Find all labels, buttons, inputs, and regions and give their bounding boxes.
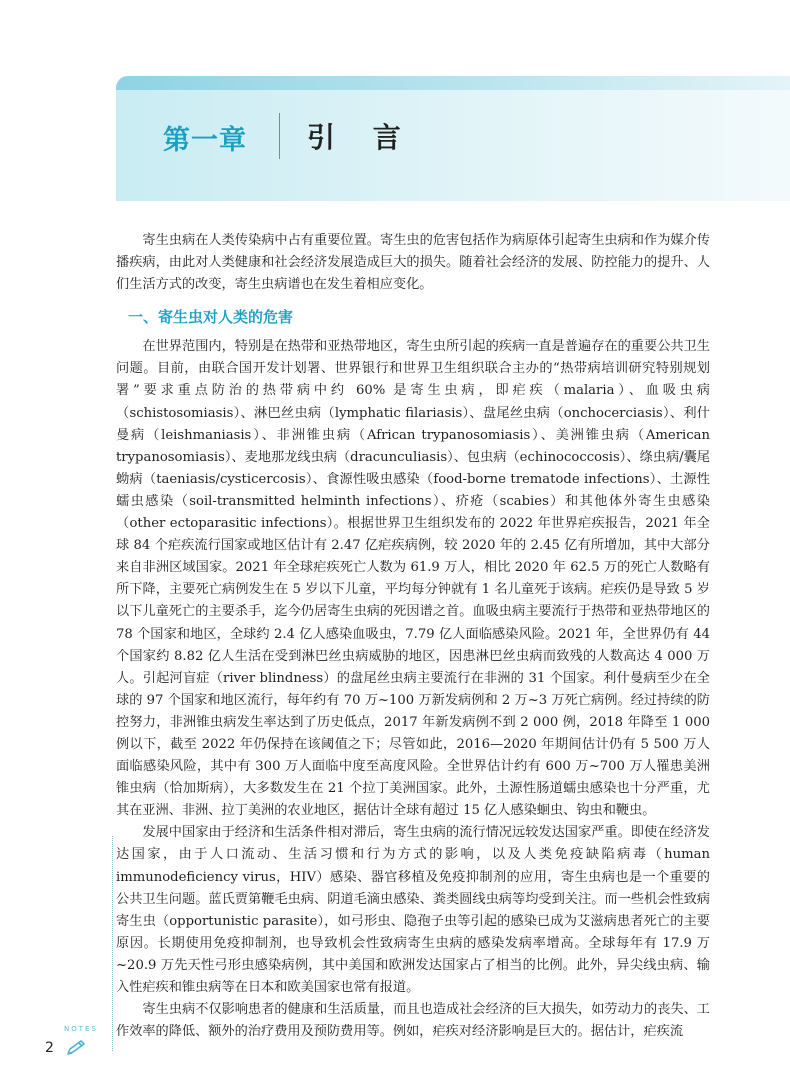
- page-number: 2: [45, 1040, 54, 1056]
- page-content: [116, 230, 710, 1043]
- intro-paragraph: 寄生虫病在人类传染病中占有重要位置。寄生虫的危害包括作为病原体引起寄生虫病和作为媒介传播疾病，由此对人类健康和社会经济发展造成巨大的损失。随着社会经济的发展、防控能力的提升、人们生活方式的改变，寄生虫病谱也在发生着相应变化。: [116, 233, 710, 293]
- body-paragraph: 发展中国家由于经济和生活条件相对滞后，寄生虫病的流行情况远较发达国家严重。即使在经济发达国家，由于人口流动、生活习惯和行为方式的影响，以及人类免疫缺陷病毒（human immunodeficiency virus，HIV）感染、器官移植及免疫抑制剂的应用，寄生虫病也是一个重要的公共卫生问题。蓝氏贾第鞭毛虫病、阴道毛滴虫感染、粪类圆线虫病等均受到关注。而一些机会性致病寄生虫（opportunistic parasite），如弓形虫、隐孢子虫等引起的感染已成为艾滋病患者死亡的主要原因。长期使用免疫抑制剂，也导致机会性致病寄生虫病的感染发病率增高。全球每年有 17.9 万~20.9 万先天性弓形虫感染病例，其中美国和欧洲发达国家占了相当的比例。此外，异尖线虫病、输入性疟疾和锥虫病等在日本和欧美国家也常有报道。: [116, 825, 710, 995]
- body-paragraph: 寄生虫病不仅影响患者的健康和生活质量，而且也造成社会经济的巨大损失，如劳动力的丧失、工作效率的降低、额外的治疗费用及预防费用等。例如，疟疾对经济影响是巨大的。据估计，疟疾流: [116, 1002, 710, 1040]
- notes-margin-rule: [112, 836, 113, 1051]
- chapter-number: 第一章: [163, 125, 247, 156]
- pencil-icon: [64, 1038, 90, 1058]
- section-heading: 一、寄生虫对人类的危害: [128, 308, 294, 327]
- notes-label: NOTES: [64, 1025, 98, 1033]
- body-paragraph: 在世界范围内，特别是在热带和亚热带地区，寄生虫所引起的疾病一直是普遍存在的重要公共卫生问题。目前，由联合国开发计划署、世界银行和世界卫生组织联合主办的“热带病培训研究特别规划署”要求重点防治的热带病中约 60% 是寄生虫病，即疟疾（malaria）、血吸虫病（schistosomiasis）、淋巴丝虫病（lymphatic filariasis）、盘尾丝虫病（onchocerciasis）、利什曼病（leishmaniasis）、非洲锥虫病（African trypanosomiasis）、美洲锥虫病（American trypanosomiasis）、麦地那龙线虫病（dracunculiasis）、包虫病（echinococcosis）、绦虫病/囊尾蚴病（taeniasis/cysticercosis）、食源性吸虫感染（food-borne trematode infections）、土源性蠕虫感染（soil-transmitted helminth infections）、疥疮（scabies）和其他体外寄生虫感染（other ectoparasitic infections）。根据世界卫生组织发布的 2022 年世界疟疾报告，2021 年全球 84 个疟疾流行国家或地区估计有 2.47 亿疟疾病例，较 2020 年的 2.45 亿有所增加，其中大部分来自非洲区域国家。2021 年全球疟疾死亡人数为 61.9 万人，相比 2020 年 62.5 万的死亡人数略有所下降，主要死亡病例发生在 5 岁以下儿童，平均每分钟就有 1 名儿童死于该病。疟疾仍是导致 5 岁以下儿童死亡的主要杀手，迄今仍居寄生虫病的死因谱之首。血吸虫病主要流行于热带和亚热带地区的 78 个国家和地区，全球约 2.4 亿人感染血吸虫，7.79 亿人面临感染风险。2021 年，全世界仍有 44 个国家约 8.82 亿人生活在受到淋巴丝虫病威胁的地区，因患淋巴丝虫病而致残的人数高达 4 000 万人。引起河盲症（river blindness）的盘尾丝虫病主要流行在非洲的 31 个国家。利什曼病至少在全球的 97 个国家和地区流行，每年约有 70 万~100 万新发病例和 2 万~3 万死亡病例。经过持续的防控努力，非洲锥虫病发生率达到了历史低点，2017 年新发病例不到 2 000 例，2018 年降至 1 000 例以下，截至 2022 年仍保持在该阈值之下；尽管如此，2016—2020 年期间估计仍有 5 500 万人面临感染风险，其中有 300 万人面临中度至高度风险。全世界估计约有 600 万~700 万人罹患美洲锥虫病（恰加斯病），大多数发生在 21 个拉丁美洲国家。此外，土源性肠道蠕虫感染也十分严重，尤其在亚洲、非洲、拉丁美洲的农业地区，据估计全球有超过 15 亿人感染蛔虫、钩虫和鞭虫。: [116, 339, 710, 819]
- chapter-divider: [279, 113, 280, 159]
- chapter-title: 引 言: [307, 121, 415, 154]
- banner-top-edge: [116, 76, 790, 90]
